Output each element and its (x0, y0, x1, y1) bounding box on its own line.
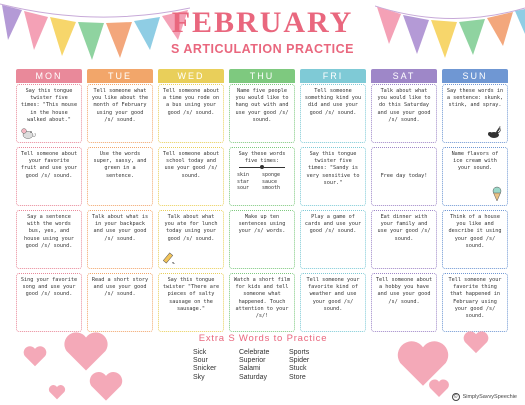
word: sponge (262, 172, 281, 179)
cell-text: Sing your favorite song and use your good /s/ sound. (20, 277, 78, 298)
calendar-cell (158, 147, 224, 206)
cell-text: Tell someone your favorite kind of weather and use your good /s/ sound. (306, 277, 360, 312)
calendar-cell (229, 147, 295, 206)
day-header-tue: TUE (87, 69, 153, 83)
calendar-cell (300, 273, 366, 332)
calendar-cell (442, 84, 508, 143)
extra-word: Spider (289, 357, 310, 365)
extra-word: Superior (239, 357, 266, 365)
cell-text: Tell someone your favorite thing that happened in February using your good /s/ sound. (448, 277, 502, 320)
credit-text: SimplySavvySpeechie (462, 394, 517, 400)
word: skin (237, 172, 250, 179)
cell-text: Tell someone about school today and use your good /s/ sound. (162, 151, 220, 179)
word: sauce (262, 178, 278, 185)
calendar-cell (87, 84, 153, 143)
word: sour (237, 185, 250, 192)
calendar-cell (229, 273, 295, 332)
cell-text: Tell someone what you like about the month of February using your good /s/ sound. (91, 88, 149, 123)
day-header-thu: THU (229, 69, 295, 83)
cell-text: Talk about what you ate for lunch today using your good /s/ sound. (164, 214, 218, 242)
thu-word-list (233, 172, 291, 191)
day-header-sun: SUN (442, 69, 508, 83)
heart-icon (48, 384, 66, 400)
cell-text: Name five people you would like to hang out with and use your good /s/ sound. (235, 88, 289, 123)
extra-words-col-3 (289, 349, 329, 382)
calendar-cell (16, 273, 82, 332)
calendar-cell (87, 273, 153, 332)
cell-text: Use the words super, sassy, and green in a sentence. (93, 151, 147, 179)
extra-word: Sports (289, 349, 310, 356)
extra-word: Snicker (193, 365, 217, 373)
skunk-icon (487, 125, 503, 139)
extra-word: Saturday (239, 373, 268, 381)
ice-cream-icon (491, 186, 503, 202)
heart-icon (88, 370, 124, 402)
page-subtitle: S ARTICULATION PRACTICE (170, 42, 355, 56)
cell-text: Say this tongue twister "There are pieces of salty sausage on the sausage." (162, 277, 220, 312)
calendar-cell (442, 210, 508, 269)
calendar-cell (442, 147, 508, 206)
extra-word: Stuck (289, 365, 307, 373)
calendar-cell (16, 84, 82, 143)
cell-text: Say this tongue twister five times: "This mouse in the house walked about." (20, 88, 78, 123)
cell-text: Eat dinner with your family and use your good /s/ sound. (377, 214, 431, 242)
calendar-cell (16, 147, 82, 206)
cell-text: Tell someone about a time you rode on a bus using your good /s/ sound. (162, 88, 220, 116)
extra-word: Celebrate (239, 349, 270, 356)
copyright-icon: © (452, 393, 460, 401)
calendar-cell (87, 147, 153, 206)
extra-words-col-2 (239, 349, 289, 382)
day-header-fri: FRI (300, 69, 366, 83)
extra-word: Sky (193, 373, 205, 381)
cell-text: Watch a short film for kids and tell someone what happened. Touch attention to your /s/! (233, 277, 291, 320)
extra-words-col-1 (193, 349, 239, 382)
cell-text: Say these words five times: (238, 151, 286, 165)
cell-text: Think of a house you like and describe it using your good /s/ sound. (448, 214, 502, 249)
cell-text: Talk about what is in your backpack and use your good /s/ sound. (91, 214, 149, 242)
extra-word: Sour (193, 357, 208, 365)
extra-word: Store (289, 373, 306, 381)
divider-line (239, 167, 285, 168)
cell-text: Say this tongue twister five times: "Sandy is very sensitive to sour." (306, 151, 360, 186)
calendar-cell (371, 273, 437, 332)
calendar-cell (371, 84, 437, 143)
word: smooth (262, 185, 281, 192)
extra-word: Sick (193, 349, 207, 356)
cell-text: Say these words in a sentence: skunk, stink, and spray. (446, 88, 504, 109)
heart-icon (62, 330, 110, 372)
cell-text: Name flavors of ice cream with your sound. (451, 151, 499, 172)
calendar-cell (229, 84, 295, 143)
extra-word: Salami (239, 365, 261, 373)
cell-text: Free day today! (380, 172, 428, 179)
extra-words-title: Extra S Words to Practice (198, 333, 328, 344)
calendar-cell (158, 210, 224, 269)
cell-text: Tell someone about your favorite fruit and use your good /s/ sound. (20, 151, 78, 179)
heart-icon (22, 345, 48, 367)
cell-text: Talk about what you would like to do this Saturday and use your good /s/ sound. (377, 88, 431, 123)
calendar-cell (371, 210, 437, 269)
page-title: FEBRUARY (171, 6, 354, 39)
pencil-icon (163, 251, 177, 265)
day-header-sat: SAT (371, 69, 437, 83)
cell-text: Tell someone something kind you did and use your good /s/ sound. (304, 88, 362, 116)
calendar-cell (371, 147, 437, 206)
cell-text: Make up ten sentences using your /s/ words. (238, 214, 286, 235)
calendar-header (16, 69, 508, 83)
cell-text: Play a game of cards and use your good /s/ sound. (304, 214, 362, 235)
calendar-cell (158, 84, 224, 143)
heart-icon (462, 330, 490, 354)
cell-text: Read a short story and use your good /s/ sound. (91, 277, 149, 298)
day-header-mon: MON (16, 69, 82, 83)
calendar-cell (16, 210, 82, 269)
calendar-cell (87, 210, 153, 269)
calendar-cell (442, 273, 508, 332)
cell-text: Say a sentence with the words bus, yes, and house using your good /s/ sound. (24, 214, 74, 249)
calendar-grid (16, 84, 508, 332)
extra-words-list (193, 349, 328, 382)
calendar-cell (300, 210, 366, 269)
word: star (237, 178, 250, 185)
day-header-wed: WED (158, 69, 224, 83)
calendar-cell (300, 147, 366, 206)
calendar-cell (300, 84, 366, 143)
credit (452, 393, 517, 401)
heart-icon (428, 378, 450, 398)
calendar-cell (229, 210, 295, 269)
calendar-cell (158, 273, 224, 332)
mouse-icon (20, 127, 36, 139)
cell-text: Tell someone about a hobby you have and use your good /s/ sound. (375, 277, 433, 305)
